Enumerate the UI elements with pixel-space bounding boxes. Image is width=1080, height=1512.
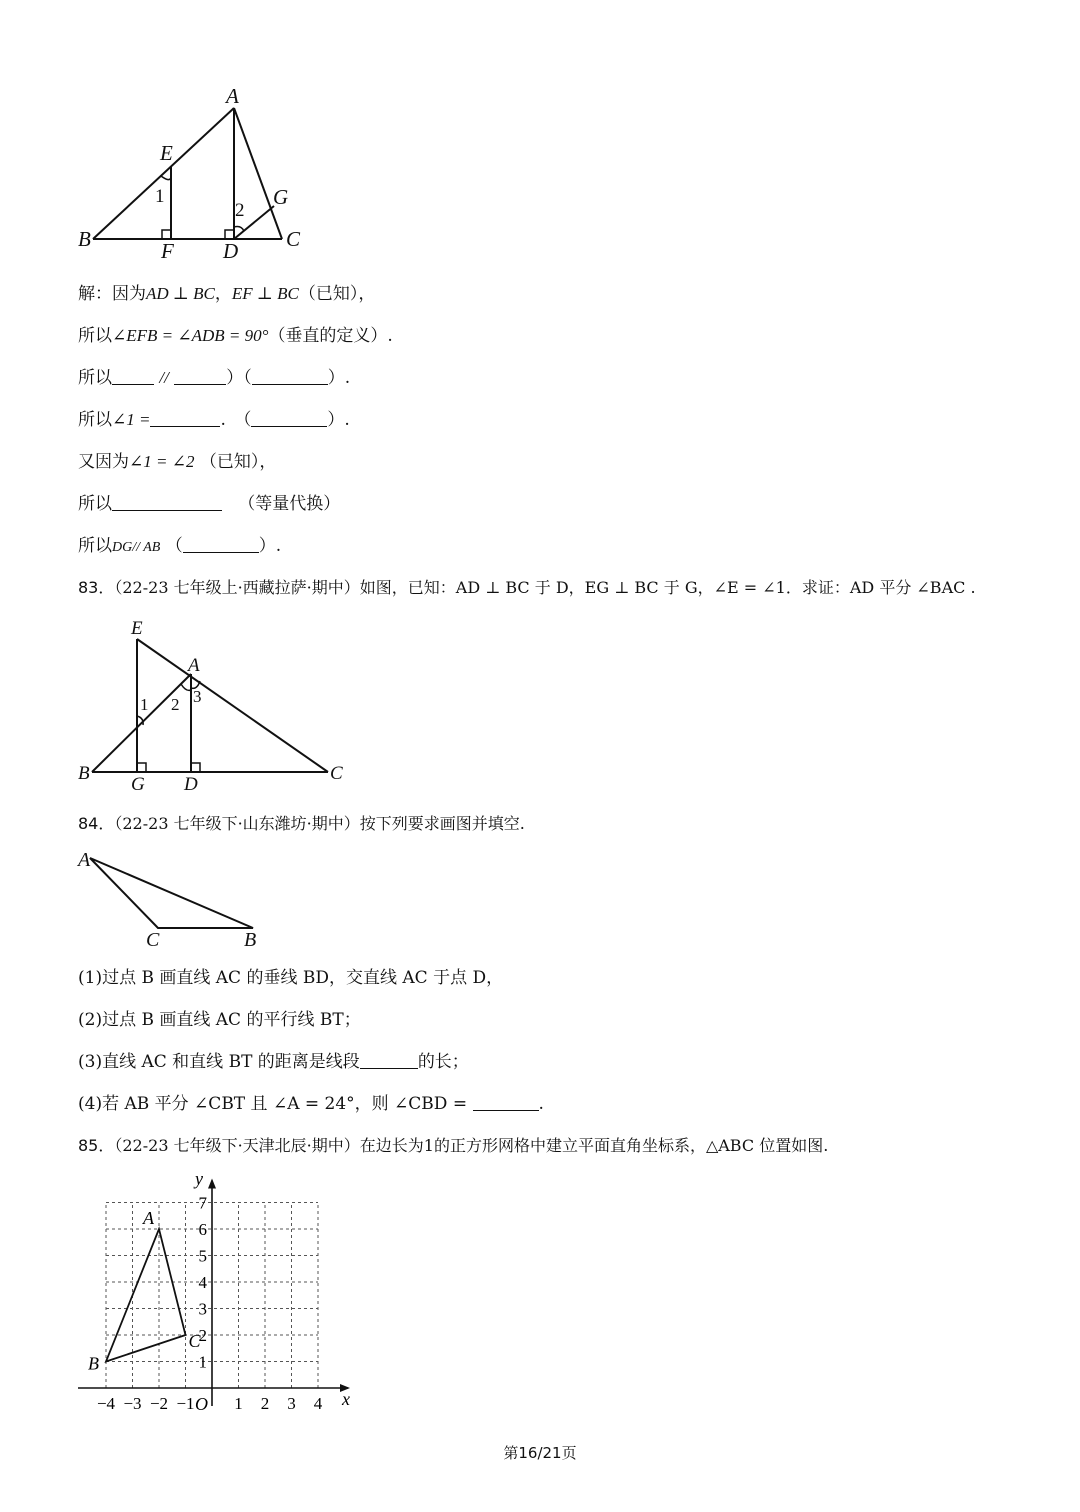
- question-source: （22-23 七年级上·西藏拉萨·期中）: [114, 578, 360, 597]
- angle-mark-1: [161, 176, 171, 180]
- x-tick-label: −3: [123, 1394, 142, 1413]
- question-number: 83．: [78, 578, 115, 597]
- y-tick-label: 5: [198, 1246, 207, 1266]
- solution-line-1: [78, 283, 375, 305]
- fill-blank[interactable]: [360, 1052, 418, 1069]
- segment-ec: [137, 639, 328, 772]
- label-d: D: [184, 774, 198, 795]
- label-a: A: [78, 849, 91, 871]
- label-f: F: [161, 239, 174, 263]
- label-d: D: [223, 239, 239, 263]
- label-g: G: [131, 774, 145, 795]
- item-suffix: .: [538, 1094, 544, 1114]
- fill-blank[interactable]: [112, 368, 154, 385]
- page-footer: 第16/21页: [503, 1444, 577, 1462]
- text: （: [165, 536, 183, 556]
- solution-line-3: [78, 367, 350, 389]
- item-text: (2)过点 B 画直线 AC 的平行线 BT；: [78, 1010, 361, 1030]
- question-number: 85．: [78, 1136, 115, 1155]
- solution-line-5: [78, 451, 276, 473]
- label-3: 3: [193, 687, 202, 706]
- item-suffix: 的长；: [417, 1052, 469, 1072]
- solution-line-6: [78, 493, 340, 515]
- text: 所以: [78, 536, 112, 556]
- fill-blank[interactable]: [251, 410, 327, 427]
- y-tick-label: 7: [198, 1193, 207, 1213]
- label-a: A: [226, 84, 239, 108]
- angle-mark-2: [181, 684, 191, 690]
- text: 所以: [78, 368, 112, 388]
- right-angle-d: [191, 763, 200, 772]
- math: DG// AB: [112, 540, 161, 555]
- solution-line-4: [78, 409, 350, 431]
- question-84: [78, 813, 525, 835]
- question-83: [78, 577, 976, 599]
- item-text: (4)若 AB 平分 ∠CBT 且 ∠A = 24°，则 ∠CBD =: [78, 1094, 468, 1114]
- question-85: [78, 1135, 828, 1157]
- point-label-c: C: [188, 1331, 201, 1351]
- math: ∠EFB = ∠ADB = 90°: [112, 326, 269, 345]
- text: 所以: [78, 494, 112, 514]
- text: 解：因为: [78, 284, 146, 304]
- y-tick-label: 4: [198, 1273, 207, 1292]
- x-axis-label: x: [342, 1389, 350, 1409]
- q84-item-4: [78, 1093, 544, 1115]
- figure-1-triangle: [70, 82, 340, 267]
- right-angle-f: [162, 230, 171, 239]
- text: ）.: [327, 410, 350, 430]
- x-tick-label: −4: [96, 1394, 116, 1413]
- label-b: B: [78, 227, 91, 251]
- point-label-b: B: [88, 1353, 99, 1374]
- text: ，: [214, 284, 232, 304]
- y-tick-label: 1: [198, 1352, 207, 1372]
- figure-2-triangle: [70, 612, 360, 797]
- x-tick-label: −1: [176, 1394, 195, 1413]
- label-c: C: [146, 929, 160, 951]
- x-tick-label: 3: [287, 1394, 296, 1413]
- question-number: 84．: [78, 814, 115, 833]
- tick-labels: [97, 1194, 323, 1415]
- text: ）.: [327, 368, 351, 388]
- question-text: 按下列要求画图并填空.: [359, 814, 525, 833]
- label-a: A: [188, 655, 200, 676]
- label-c: C: [330, 763, 343, 784]
- label-e: E: [160, 141, 173, 165]
- q84-item-2: [78, 1009, 361, 1031]
- right-angle-d: [225, 230, 234, 239]
- x-tick-label: 1: [234, 1394, 243, 1413]
- text: ）.: [258, 536, 282, 556]
- label-1: 1: [140, 695, 149, 714]
- coordinate-grid-figure: [70, 1165, 360, 1415]
- q84-item-3: [78, 1051, 469, 1073]
- label-g: G: [273, 185, 289, 209]
- text: （已知），: [199, 452, 277, 472]
- label-2: 2: [171, 695, 180, 714]
- solution-line-7: [78, 535, 281, 559]
- origin-label: O: [195, 1394, 208, 1414]
- text: （垂直的定义）.: [268, 326, 393, 346]
- math: //: [159, 368, 169, 387]
- label-e: E: [131, 618, 143, 639]
- segment-ba: [92, 674, 191, 772]
- segment-ba: [93, 108, 234, 239]
- fill-blank[interactable]: [174, 368, 226, 385]
- question-text: 如图，已知：AD ⊥ BC 于 D，EG ⊥ BC 于 G，∠E = ∠1．求证：AD 平分 ∠BAC .: [359, 578, 976, 597]
- x-tick-label: −2: [149, 1394, 169, 1413]
- text: ）（: [226, 368, 252, 388]
- question-source: （22-23 七年级下·山东潍坊·期中）: [114, 814, 360, 833]
- text: . （: [220, 410, 252, 430]
- question-source: （22-23 七年级下·天津北辰·期中）: [114, 1136, 360, 1155]
- y-axis-label: y: [195, 1168, 203, 1189]
- text: 所以: [78, 326, 112, 346]
- y-tick-label: 6: [198, 1220, 207, 1239]
- triangle-abc: [88, 1208, 202, 1374]
- q84-item-1: [78, 967, 503, 989]
- text: 所以: [78, 410, 112, 430]
- label-b: B: [244, 929, 257, 951]
- math: AD ⊥ BC: [146, 284, 215, 303]
- text: （等量代换）: [238, 494, 341, 514]
- triangle-acb: [90, 858, 253, 928]
- right-angle-g: [137, 763, 146, 772]
- math: ∠1 = ∠2: [129, 452, 195, 471]
- label-b: B: [78, 763, 90, 784]
- angle-mark-2: [234, 227, 244, 232]
- figure-3-triangle: [70, 846, 280, 951]
- math: EF ⊥ BC: [231, 284, 299, 303]
- fill-blank[interactable]: [252, 368, 328, 385]
- triangle-abc-outline: [106, 1229, 186, 1362]
- question-text: 在边长为1的正方形网格中建立平面直角坐标系，△ABC 位置如图.: [359, 1136, 829, 1155]
- point-label-a: A: [143, 1208, 154, 1228]
- fill-blank[interactable]: [150, 410, 220, 427]
- text: 又因为: [78, 452, 129, 472]
- label-1: 1: [155, 186, 165, 207]
- label-c: C: [286, 227, 301, 251]
- x-tick-label: 4: [313, 1394, 323, 1413]
- axes: [78, 1169, 350, 1410]
- y-axis-arrow: [208, 1179, 216, 1189]
- math: ∠1 =: [112, 410, 151, 429]
- item-text: (3)直线 AC 和直线 BT 的距离是线段: [78, 1052, 360, 1072]
- y-tick-label: 3: [198, 1299, 207, 1319]
- label-2: 2: [235, 200, 245, 221]
- fill-blank[interactable]: [183, 536, 259, 553]
- text: （已知），: [298, 284, 376, 304]
- x-tick-label: 2: [260, 1394, 270, 1413]
- fill-blank[interactable]: [112, 494, 222, 511]
- item-text: (1)过点 B 画直线 AC 的垂线 BD，交直线 AC 于点 D，: [78, 968, 504, 988]
- solution-line-2: [78, 325, 393, 347]
- fill-blank[interactable]: [473, 1094, 539, 1111]
- y-tick-label: 2: [198, 1326, 207, 1345]
